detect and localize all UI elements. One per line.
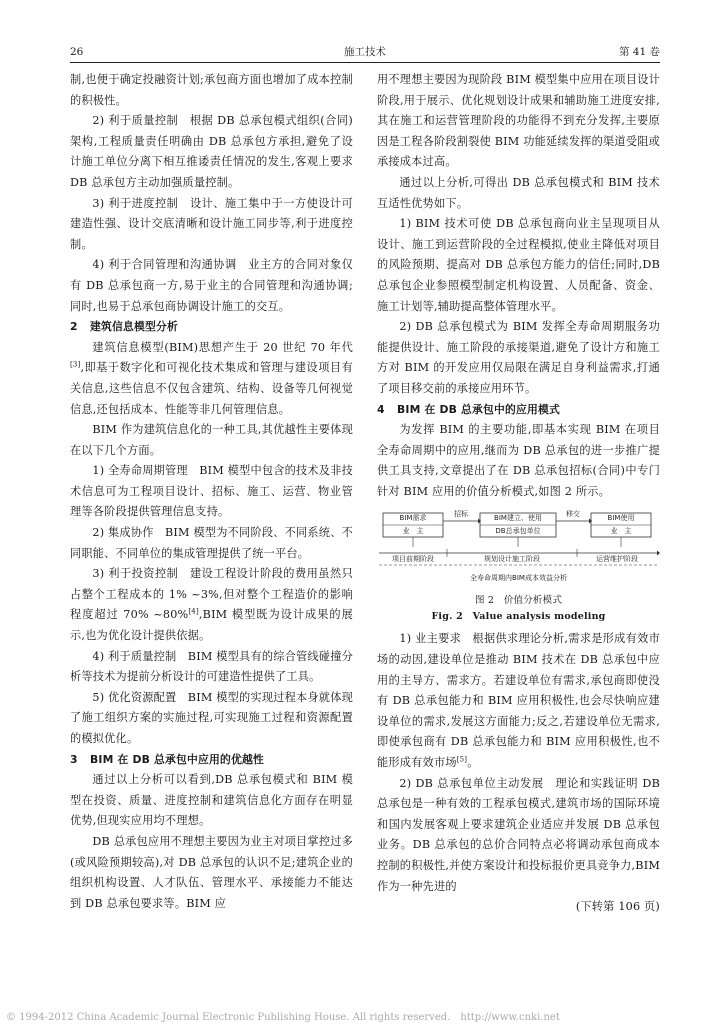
citation-marker: [4] <box>188 607 199 616</box>
journal-name: 施工技术 <box>344 46 386 58</box>
arrow2-label: 移交 <box>566 510 580 519</box>
phase3-label: 运营维护阶段 <box>596 555 638 564</box>
paragraph: 4) 利于质量控制 BIM 模型具有的综合管线碰撞分析等技术为提前分析设计的可建造性提供了工具。 <box>70 649 353 684</box>
volume-label: 第 41 卷 <box>618 46 660 58</box>
section-title: BIM 在 DB 总承包中应用的优越性 <box>90 752 265 766</box>
paragraph: BIM 作为建筑信息化的一种工具,其优越性主要体现在以下几个方面。 <box>70 423 353 457</box>
box1-bottom-label: 业 主 <box>402 527 424 536</box>
paragraph: 2) 集成协作 BIM 模型为不同阶段、不同系统、不同职能、不同单位的集成管理提供了统一平台。 <box>70 526 353 560</box>
paragraph: 2) DB 总承包模式为 BIM 发挥全寿命周期服务功能提供设计、施工阶段的承接渠道,避免了设计方和施工方对 BIM 的开发应用仅局限在满足自身利益需求,打通了项目移交前的承接应用环节。 <box>377 320 660 395</box>
section-number: 4 <box>377 402 385 416</box>
figure-2 <box>377 507 660 589</box>
paragraph: 1) 全寿命周期管理 BIM 模型中包含的技术及非技术信息可为工程项目设计、招标、施工、运营、物业管理等各阶段提供管理信息支持。 <box>70 464 353 519</box>
section-heading <box>70 750 353 771</box>
paragraph: DB 总承包应用不理想主要因为业主对项目掌控过多(或风险预期较高),对 DB 总承包的认识不足;建筑企业的组织机构设置、人才队伍、管理水平、承接能力不能达到 DB 总承包要求等。BIM 应 <box>70 834 353 910</box>
right-column-top <box>377 70 660 502</box>
paragraph: 制,也便于确定投融资计划;承包商方面也增加了成本控制的积极性。 <box>70 73 353 107</box>
paragraph: 通过以上分析,可得出 DB 总承包模式和 BIM 技术互适性优势如下。 <box>377 175 660 210</box>
section-title: BIM 在 DB 总承包中的应用模式 <box>397 402 561 416</box>
benefit-label: 全寿命周期内BIM成本效益分析 <box>470 574 567 583</box>
citation-marker: [3] <box>70 360 81 369</box>
left-column <box>70 70 353 914</box>
section-title: 建筑信息模型分析 <box>90 320 178 334</box>
box2-bottom-label: DB总承包单位 <box>495 527 541 536</box>
copyright-footer: © 1994-2012 China Academic Journal Electronic Publishing House. All rights reserved. http://www.cnki.net <box>6 1012 560 1023</box>
paragraph: 2) DB 总承包单位主动发展 理论和实践证明 DB 总承包是一种有效的工程承包模式,建筑市场的国际环境和国内发展客观上要求建筑企业适应并发展 DB 总承包业务。DB 总承包的总价合同特点必将调动承包商成本控制的积极性,并使方案设计和投标报价更具竞争力,BIM 作为一种先进的 <box>377 776 660 893</box>
paragraph: 3) 利于进度控制 设计、施工集中于一方使设计可建造性强、设计交底清晰和设计施工同步等,利于进度控制。 <box>70 196 353 251</box>
box3-top-label: BIM使用 <box>607 514 635 523</box>
page-number: 26 <box>70 46 84 58</box>
right-column <box>377 70 660 918</box>
citation-marker: [5] <box>456 755 468 764</box>
page-header <box>70 44 660 60</box>
paragraph: 5) 优化资源配置 BIM 模型的实现过程本身就体现了施工组织方案的实施过程,可实现施工过程和资源配置的模拟优化。 <box>70 690 353 745</box>
section-heading <box>70 317 353 338</box>
paragraph: 3) 利于投资控制 建设工程设计阶段的费用虽然只占整个工程成本的 1% ~3%,但对整个工程造价的影响程度超过 70% ~80%[4],BIM 模型既为设计成果的展示,也为优化设计提供依据。 <box>70 567 353 643</box>
paragraph: 1) BIM 技术可使 DB 总承包商向业主呈现项目从设计、施工到运营阶段的全过程模拟,使业主降低对项目的风险预期、提高对 DB 总承包方能力的信任;同时,DB 总承包企业参照模型制定机构设置、人员配备、资金、施工计划等,辅助提高整体管理水平。 <box>377 217 660 313</box>
box2-top-label: BIM建立、使用 <box>494 514 542 523</box>
arrow1-label: 招标 <box>454 510 468 519</box>
paragraph: 1) 业主要求 根据供求理论分析,需求是形成有效市场的动因,建设单位是推动 BIM 技术在 DB 总承包中应用的主导方、需求方。若建设单位有需求,承包商即使没有 DB 总承包能力和 BIM 应用积极性,也会尽快响应建设单位的需求,发展这方面能力;反之,若建设单位无需求,即使承包商有 DB 总承包能力和 BIM 应用积极性,也不能形成有效市场[5]。 <box>377 632 660 770</box>
timeline-head <box>657 551 660 556</box>
paragraph: 通过以上分析可以看到,DB 总承包模式和 BIM 模型在投资、质量、进度控制和建筑信息化方面存在明显优势,但现实应用均不理想。 <box>70 773 353 828</box>
figure-caption-cn: 图 2 价值分析模式 <box>474 595 563 607</box>
phase2-label: 规划设计施工阶段 <box>484 555 540 564</box>
paragraph: 2) 利于质量控制 根据 DB 总承包模式组织(合同)架构,工程质量责任明确由 DB 总承包方承担,避免了设计施工单位分离下相互推诿责任情况的发生,客观上要求 DB 总承包方主动加强质量控制。 <box>70 114 353 189</box>
paragraph: 为发挥 BIM 的主要功能,即基本实现 BIM 在项目全寿命周期中的应用,继而为 DB 总承包的进一步推广提供工具支持,文章提出了在 DB 总承包招标(合同)中专门针对 BIM 应用的价值分析模式,如图 2 所示。 <box>377 423 660 498</box>
paragraph: 用不理想主要因为现阶段 BIM 模型集中应用在项目设计阶段,用于展示、优化规划设计成果和辅助施工进度安排,其在施工和运营管理阶段的功能得不到充分发挥,主要原因是工程各阶段割裂使 BIM 功能延续发挥的渠道受阻或承接成本过高。 <box>377 73 660 169</box>
paragraph: 建筑信息模型(BIM)思想产生于 20 世纪 70 年代[3],即基于数字化和可视化技术集成和管理与建设项目有关信息,这些信息不仅包含建筑、结构、设备等几何视觉信息,还包括成本、性能等非几何管理信息。 <box>70 340 353 416</box>
paragraph: 4) 利于合同管理和沟通协调 业主方的合同对象仅有 DB 总承包商一方,易于业主的合同管理和沟通协调;同时,也易于总承包商协调设计施工的交互。 <box>70 258 353 313</box>
phase1-label: 项目前期阶段 <box>392 555 434 564</box>
figure-caption-en: Fig. 2 Value analysis modeling <box>431 611 606 623</box>
section-number: 3 <box>70 752 78 766</box>
section-heading <box>377 400 660 421</box>
section-number: 2 <box>70 320 78 334</box>
header-rule <box>70 62 660 63</box>
continuation-note: (下转第 106 页) <box>575 900 660 914</box>
box1-top-label: BIM需求 <box>399 514 427 523</box>
right-column-bottom <box>377 629 660 897</box>
box3-bottom-label: 业 主 <box>610 527 632 536</box>
